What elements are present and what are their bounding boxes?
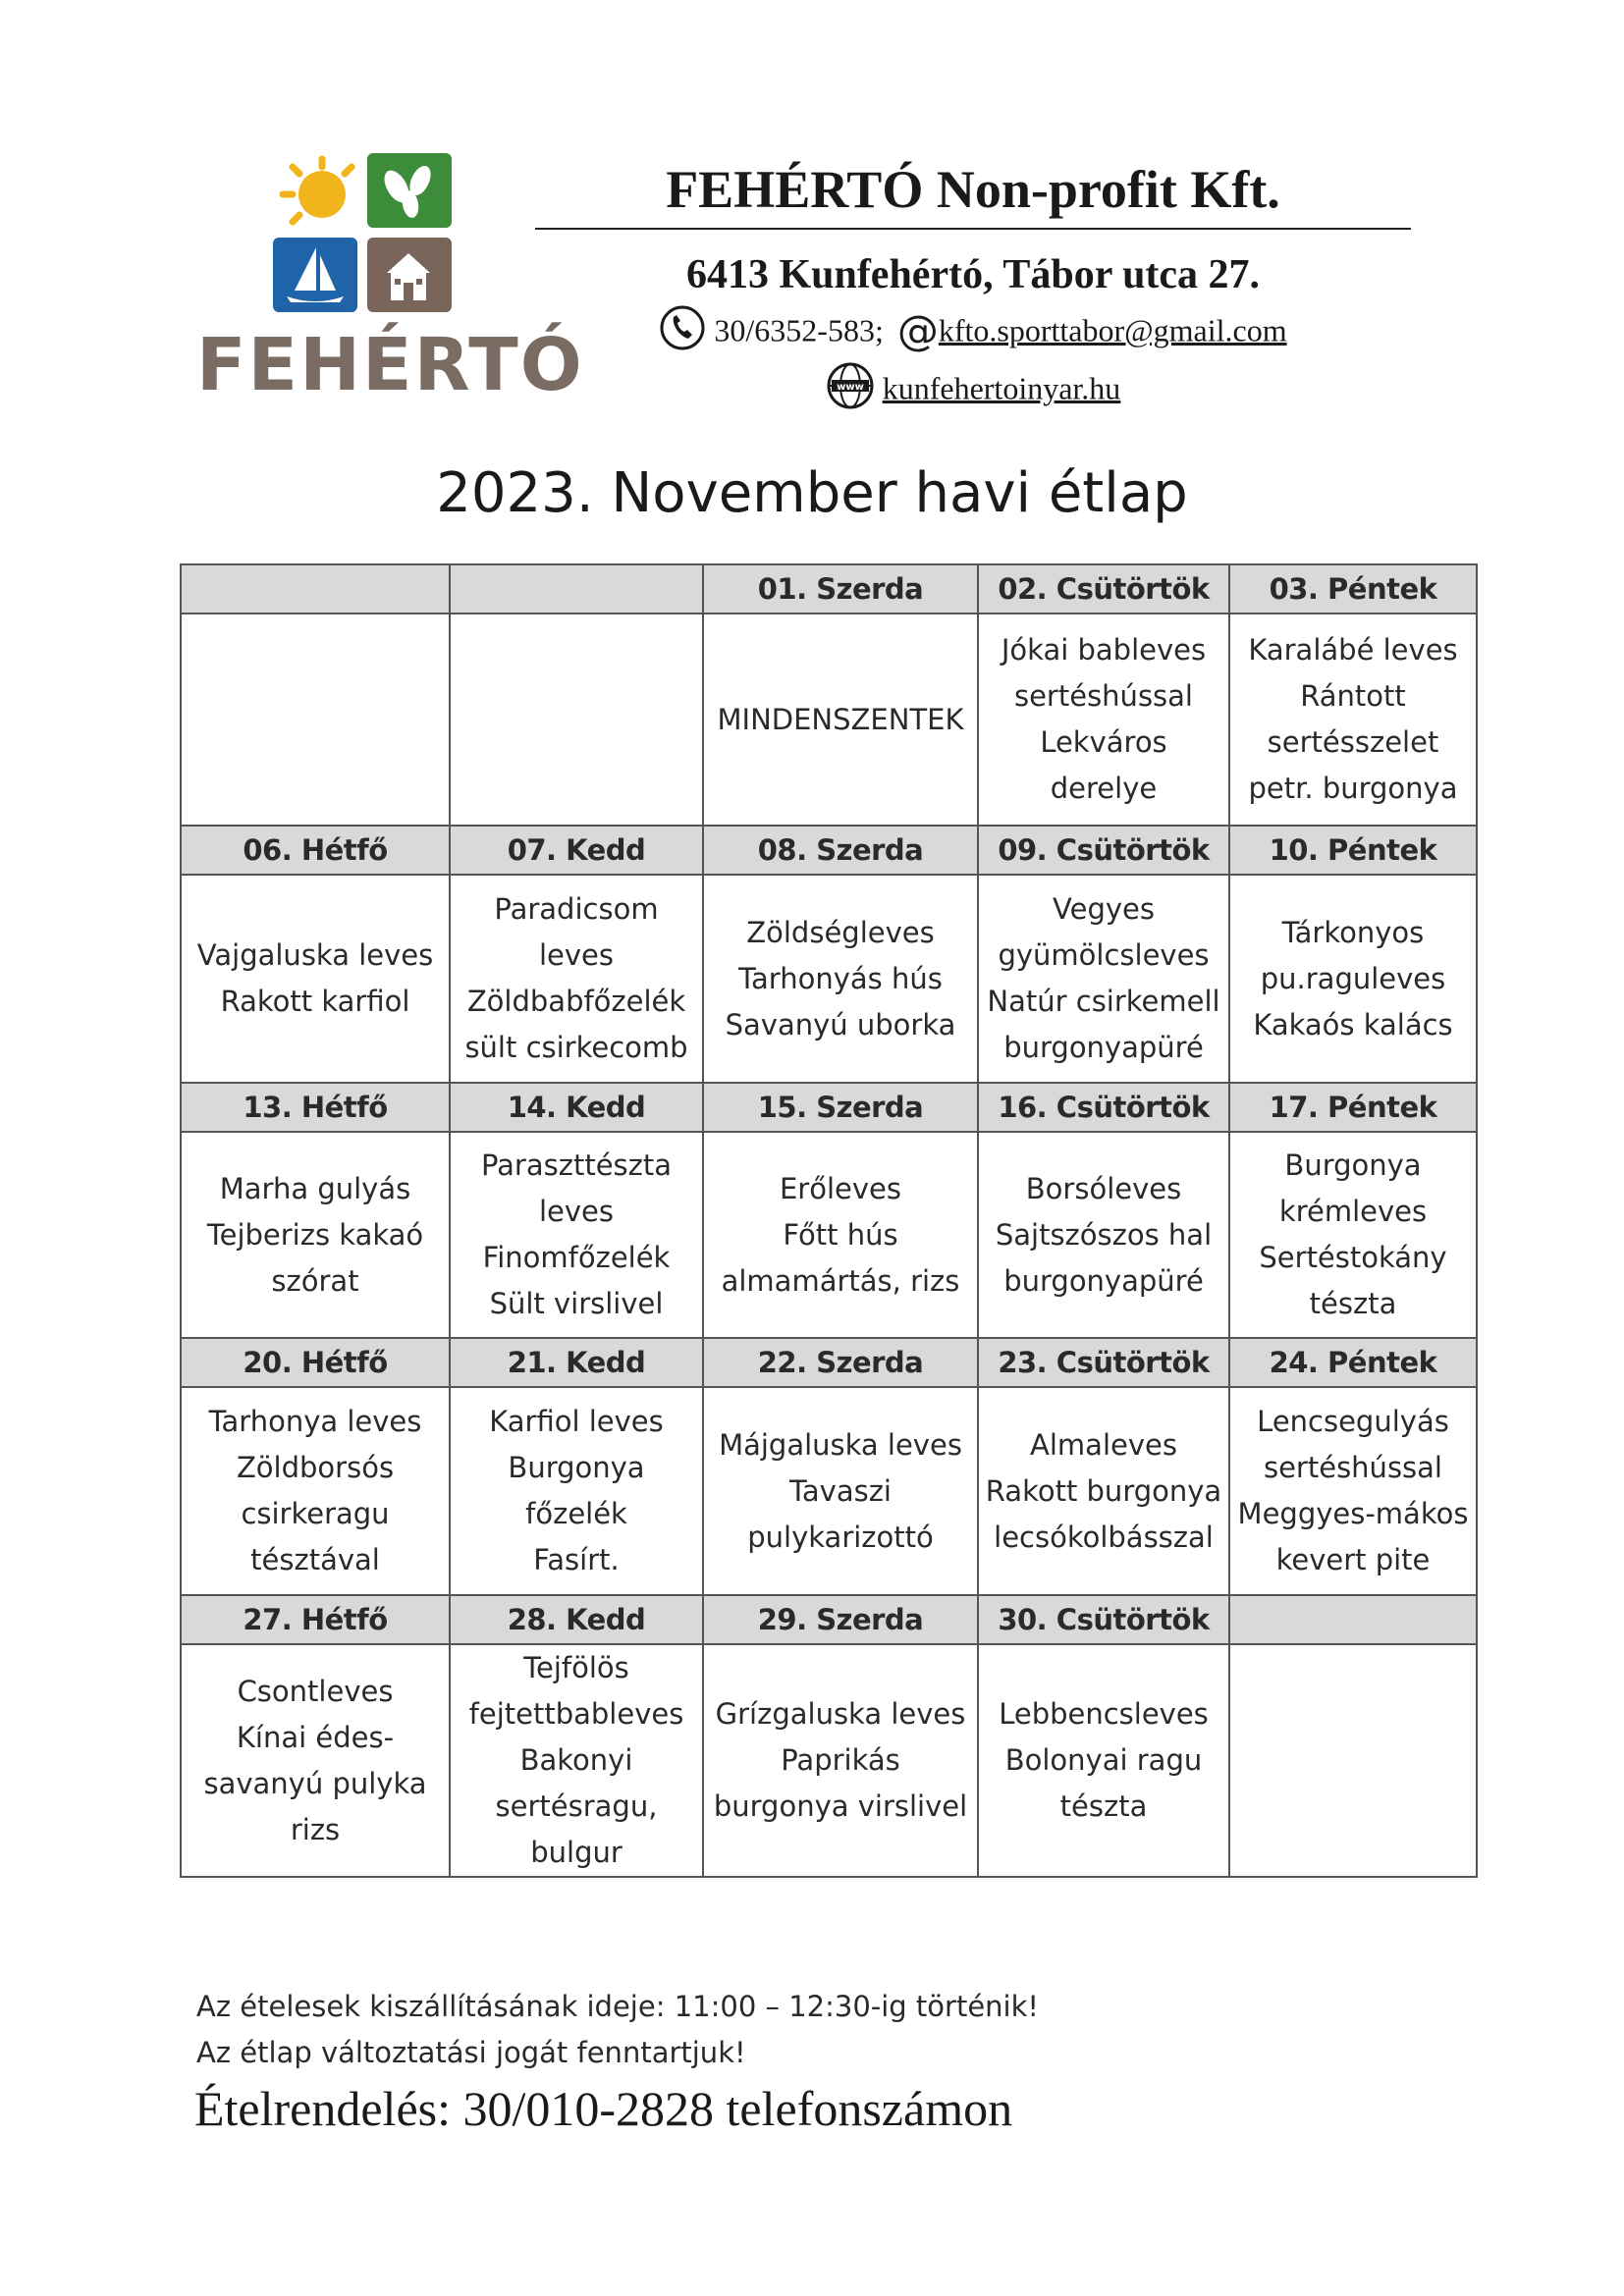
dish-line: Paraszttészta xyxy=(480,1148,673,1182)
dish-line: tészta xyxy=(1309,1287,1397,1320)
house-icon xyxy=(367,238,452,312)
day-header-cell: 16. Csütörtök xyxy=(978,1083,1229,1132)
dish-line: burgonyapüré xyxy=(1003,1263,1204,1298)
day-header-cell: 17. Péntek xyxy=(1229,1083,1477,1132)
dish-line: pu.raguleves xyxy=(1260,961,1446,995)
dish-cell xyxy=(978,614,1229,826)
dish-line: Tarhonya leves xyxy=(208,1405,422,1438)
day-header-row xyxy=(181,564,1477,614)
dish-line: Finomfőzelék xyxy=(482,1241,671,1274)
dish-line: Paprikás xyxy=(781,1743,900,1777)
dish-line: Vajgaluska leves xyxy=(196,938,434,972)
dish-cell xyxy=(703,614,978,826)
day-header-cell: 01. Szerda xyxy=(703,564,978,614)
dish-line: Rántott xyxy=(1300,679,1406,713)
day-header-cell: 14. Kedd xyxy=(450,1083,703,1132)
email-link[interactable]: kfto.sporttabor@gmail.com xyxy=(938,312,1287,348)
dish-line: pulykarizottó xyxy=(747,1520,934,1554)
dish-cell xyxy=(450,1644,703,1877)
fehertó-logo xyxy=(196,153,584,410)
day-header-cell: 27. Hétfő xyxy=(181,1595,450,1644)
day-header-cell xyxy=(450,564,703,614)
dish-cell xyxy=(978,1644,1229,1877)
leaves-icon xyxy=(367,153,452,228)
dish-line: Tejberizs kakaó xyxy=(206,1217,424,1252)
dish-line: Bolonyai ragu xyxy=(1004,1743,1203,1777)
dish-cell xyxy=(978,1387,1229,1595)
dish-line: Karfiol leves xyxy=(489,1405,664,1438)
dish-line: Tejfölös xyxy=(523,1651,629,1684)
dish-line: MINDENSZENTEK xyxy=(717,702,964,736)
dish-cell xyxy=(181,1132,450,1338)
dish-line: Lencsegulyás xyxy=(1257,1405,1449,1438)
dish-cell xyxy=(181,614,450,826)
dish-line: Jókai bableves xyxy=(1001,633,1207,667)
dish-line: Rakott karfiol xyxy=(220,985,410,1018)
logo-tiles xyxy=(273,153,456,314)
day-header-cell: 08. Szerda xyxy=(703,826,978,875)
day-header-row xyxy=(181,1595,1477,1644)
dish-line: sült csirkecomb xyxy=(464,1031,688,1064)
sailboat-icon xyxy=(273,238,357,312)
dish-cell xyxy=(1229,1644,1477,1877)
dish-line: csirkeragu xyxy=(241,1497,390,1530)
dish-line: Natúr csirkemell xyxy=(987,985,1220,1018)
delivery-time-note: Az ételesek kiszállításának ideje: 11:00 – 12:30-ig történik! xyxy=(196,1990,1040,2023)
day-header-cell: 30. Csütörtök xyxy=(978,1595,1229,1644)
dish-line: leves xyxy=(538,938,614,972)
header-divider xyxy=(535,228,1411,230)
dish-line: szórat xyxy=(271,1263,359,1298)
day-header-cell: 28. Kedd xyxy=(450,1595,703,1644)
dish-line: Zöldborsós xyxy=(236,1451,395,1484)
dish-line: lecsókolbásszal xyxy=(994,1520,1214,1554)
day-header-cell: 15. Szerda xyxy=(703,1083,978,1132)
dish-cell xyxy=(703,1132,978,1338)
dish-line: Zöldbabfőzelék xyxy=(466,985,686,1018)
contact-website xyxy=(535,361,1411,422)
day-header-cell: 21. Kedd xyxy=(450,1338,703,1387)
dish-row xyxy=(181,1644,1477,1877)
dish-line: Burgonya xyxy=(1284,1148,1422,1182)
sun-icon xyxy=(273,153,357,228)
dish-line: Borsóleves xyxy=(1025,1171,1182,1205)
dish-cell xyxy=(181,1644,450,1877)
day-header-cell: 23. Csütörtök xyxy=(978,1338,1229,1387)
dish-line: Tavaszi xyxy=(788,1473,892,1508)
dish-line: sertésragu, xyxy=(495,1789,658,1823)
day-header-cell: 20. Hétfő xyxy=(181,1338,450,1387)
dish-line: gyümölcsleves xyxy=(998,938,1210,972)
day-header-cell: 24. Péntek xyxy=(1229,1338,1477,1387)
day-header-row xyxy=(181,826,1477,875)
dish-line: Meggyes-mákos xyxy=(1237,1497,1469,1530)
dish-line: Főtt hús xyxy=(783,1217,898,1252)
phone-icon xyxy=(659,304,706,363)
day-header-cell: 02. Csütörtök xyxy=(978,564,1229,614)
dish-line: Sajtszószos hal xyxy=(995,1217,1213,1252)
dish-line: Lekváros xyxy=(1040,725,1167,759)
dish-line: Vegyes xyxy=(1053,892,1155,926)
dish-line: burgonya virslivel xyxy=(713,1789,968,1823)
dish-row xyxy=(181,1387,1477,1595)
dish-line: Almaleves xyxy=(1030,1427,1177,1462)
dish-cell xyxy=(450,1387,703,1595)
dish-line: Karalábé leves xyxy=(1248,633,1458,667)
dish-line: sertéshússal xyxy=(1013,679,1193,713)
day-header-cell: 07. Kedd xyxy=(450,826,703,875)
dish-line: Sült virslivel xyxy=(489,1287,664,1320)
svg-text:www: www xyxy=(836,382,864,393)
dish-line: Bakonyi xyxy=(519,1743,633,1777)
organization-name: FEHÉRTÓ Non-profit Kft. xyxy=(666,160,1280,219)
dish-line: Kínai édes- xyxy=(236,1720,395,1754)
day-header-cell: 03. Péntek xyxy=(1229,564,1477,614)
dish-line: rizs xyxy=(290,1812,341,1846)
day-header-cell: 22. Szerda xyxy=(703,1338,978,1387)
dish-line: burgonyapüré xyxy=(1003,1031,1204,1064)
dish-line: Paradicsom xyxy=(494,892,659,926)
dish-line: Tárkonyos xyxy=(1281,915,1425,949)
dish-line: Rakott burgonya xyxy=(985,1473,1222,1508)
contact-phone-email xyxy=(535,304,1411,363)
day-header-cell xyxy=(181,564,450,614)
dish-line: Grízgaluska leves xyxy=(715,1697,966,1731)
day-header-cell: 29. Szerda xyxy=(703,1595,978,1644)
dish-line: Lebbencsleves xyxy=(999,1697,1209,1731)
www-globe-icon xyxy=(826,361,875,422)
dish-row xyxy=(181,1132,1477,1338)
dish-line: sertéshússal xyxy=(1263,1451,1442,1484)
dish-line: tészta xyxy=(1059,1789,1148,1823)
dish-line: Erőleves xyxy=(779,1171,901,1205)
website-link[interactable]: kunfehertoinyar.hu xyxy=(882,370,1121,406)
dish-line: Májgaluska leves xyxy=(719,1427,962,1462)
day-header-cell: 06. Hétfő xyxy=(181,826,450,875)
dish-line: Burgonya xyxy=(508,1451,645,1484)
dish-line: Fasírt. xyxy=(533,1543,620,1576)
menu-rights-note: Az étlap változtatási jogát fenntartjuk! xyxy=(196,2036,746,2069)
dish-cell xyxy=(703,1387,978,1595)
dish-line: Kakaós kalács xyxy=(1253,1007,1453,1041)
day-header-row xyxy=(181,1338,1477,1387)
day-header-row xyxy=(181,1083,1477,1132)
dish-line: bulgur xyxy=(530,1836,623,1869)
logo-wordmark: FEHÉRTÓ xyxy=(196,323,584,407)
day-header-cell: 10. Péntek xyxy=(1229,826,1477,875)
dish-row xyxy=(181,614,1477,826)
dish-cell xyxy=(703,875,978,1083)
dish-cell xyxy=(1229,1132,1477,1338)
dish-line: főzelék xyxy=(525,1497,627,1530)
dish-line: leves xyxy=(538,1195,614,1228)
dish-cell xyxy=(1229,1387,1477,1595)
dish-cell xyxy=(703,1644,978,1877)
dish-line: Sertéstokány xyxy=(1259,1241,1447,1274)
day-header-cell: 09. Csütörtök xyxy=(978,826,1229,875)
dish-cell xyxy=(1229,614,1477,826)
dish-line: sertésszelet xyxy=(1267,725,1439,759)
dish-row xyxy=(181,875,1477,1083)
dish-cell xyxy=(450,614,703,826)
dish-cell xyxy=(978,1132,1229,1338)
dish-cell xyxy=(978,875,1229,1083)
dish-line: Savanyú uborka xyxy=(725,1007,956,1041)
dish-cell xyxy=(181,1387,450,1595)
dish-line: Csontleves xyxy=(237,1674,394,1708)
day-header-cell xyxy=(1229,1595,1477,1644)
dish-line: kevert pite xyxy=(1275,1543,1431,1576)
dish-cell xyxy=(181,875,450,1083)
monthly-menu-table xyxy=(180,563,1478,1878)
dish-line: Marha gulyás xyxy=(219,1171,411,1205)
dish-cell xyxy=(450,875,703,1083)
dish-cell xyxy=(450,1132,703,1338)
dish-line: krémleves xyxy=(1278,1195,1428,1228)
at-sign-icon: @ xyxy=(896,306,939,355)
dish-line: petr. burgonya xyxy=(1248,772,1458,805)
dish-line: derelye xyxy=(1050,772,1158,805)
day-header-cell: 13. Hétfő xyxy=(181,1083,450,1132)
dish-cell xyxy=(1229,875,1477,1083)
dish-line: Zöldségleves xyxy=(746,915,935,949)
dish-line: Tarhonyás hús xyxy=(738,961,943,995)
phone-number: 30/6352-583; xyxy=(714,312,884,348)
order-phone-line: Ételrendelés: 30/010-2828 telefonszámon xyxy=(194,2081,1013,2136)
organization-address: 6413 Kunfehértó, Tábor utca 27. xyxy=(685,252,1261,297)
dish-line: fejtettbableves xyxy=(468,1697,684,1731)
dish-line: tésztával xyxy=(250,1543,380,1576)
menu-title: 2023. November havi étlap xyxy=(436,461,1188,525)
dish-line: almamártás, rizs xyxy=(721,1263,960,1298)
dish-line: savanyú pulyka xyxy=(203,1766,427,1800)
